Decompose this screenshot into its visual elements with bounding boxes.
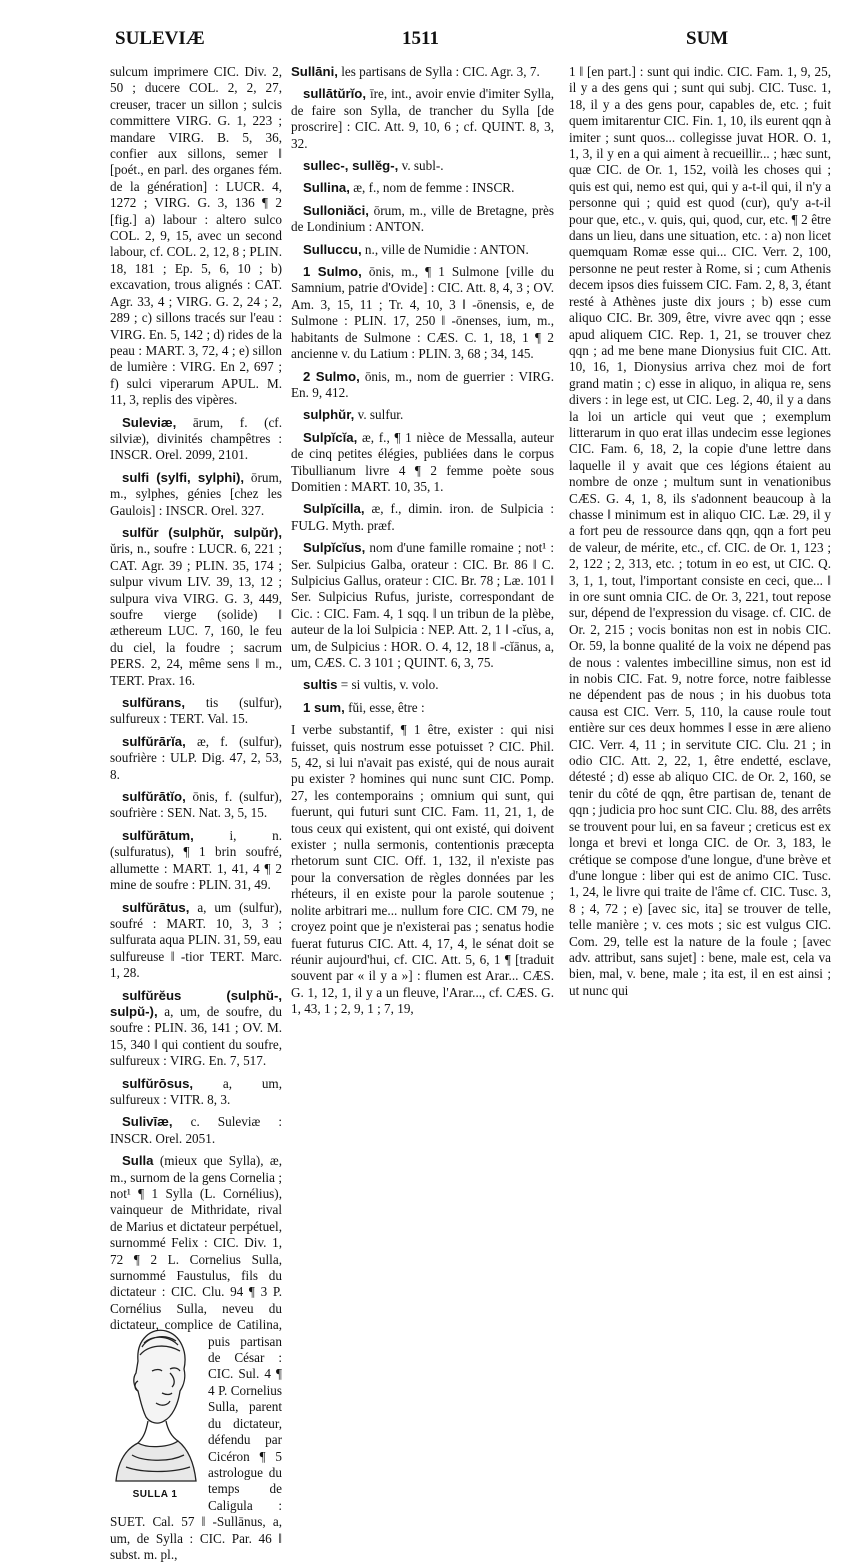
entry-text: a, um, de soufre, du soufre : PLIN. 36, 141 ; OV. M. 15, 340 ‖ qui contient du soufre, sulfureux : VIRG. En. 7, 517.: [110, 1003, 282, 1069]
dictionary-entry: [110, 695, 282, 728]
entry-lemma: Suleviæ,: [122, 414, 177, 430]
entry-lemma: sulfŭrātum,: [122, 827, 194, 843]
entry-text: ōnis, m., ¶ 1 Sulmone [ville du Samnium, patrie d'Ovide] : CIC. Att. 8, 4, 3 ; OV. Am. 3, 15, 11 ; Tr. 4, 10, 3 ‖ -ōnensis, e, de Sulmone : PLIN. 17, 250 ‖ -ōnenses, ium, m., habitants de Sulmone : CÆS. C. 1, 18, 1 ¶ 2 ancienne v. du Latium : PLIN. 3, 68 ; 34, 145.: [291, 264, 555, 362]
sulla-bust-icon: [108, 1321, 202, 1485]
entry-lemma: Sulluccu,: [303, 241, 362, 257]
header-left-keyword: SULEVIÆ: [115, 28, 205, 49]
entry-text-continued: complice de Catilina, puis partisan de César : CIC. Sul. 4 ¶ 4 P. Cornelius Sulla, parent du dictateur, défendu par Cicéron ¶ 5 astrologue du temps de Caligula : SUET. Cal. 57 ‖ -Sullānus, a, um, de Sylla : CIC. Par. 46 ‖ subst. m. pl.,: [110, 1317, 282, 1562]
page-number: 1511: [402, 28, 439, 49]
entry-lemma: sulfŭrĕus (sulphŭ-, sulpŭ-),: [110, 987, 282, 1019]
entry-text: fŭi, esse, être :: [344, 699, 425, 715]
dictionary-entry: [291, 540, 554, 671]
entry-text: ōrum, m., sylphes, génies [chez les Gaulois] : INSCR. Orel. 327.: [110, 469, 282, 518]
dictionary-entry: [110, 64, 282, 409]
entry-text: nom d'une famille romaine ; not¹ : Ser. Sulpicius Galba, orateur : CIC. Br. 86 ‖ C. Sulpicius Gallus, orateur : CIC. Br. 78 ; Læ. 101 ‖ Ser. Sulpicius Rufus, juriste, correspondant de Cic. : CIC. Fam. 4, 1 sqq. ‖ un tribun de la plèbe, auteur de la loi Sulpicia : NEP. Att. 2, 1 ‖ -cĭus, a, um, de Sulpicius : HOR. O. 4, 12, 18 ‖ -cĭānus, a, um, CÆS. C. 3 101 ; QUINT. 6, 3, 75.: [291, 540, 554, 670]
dictionary-entry: [291, 722, 554, 1017]
dictionary-entry: [110, 789, 282, 822]
entry-text: = si vultis, v. volo.: [337, 677, 439, 693]
sulla-bust-illustration: [108, 1321, 202, 1501]
dictionary-entry: [110, 470, 282, 519]
entry-text: tis (sulfur), sulfureux : TERT. Val. 15.: [110, 695, 282, 727]
dictionary-entry: [569, 64, 831, 999]
entry-text: 1 ‖ [en part.] : sunt qui indic. CIC. Fam. 1, 9, 25, il y a des gens qui ; sunt qui subj. CIC. Tusc. 1, 18, il y a des gens pour, capables de, etc. ; fuit quem imitarentur CIC. Fin. 1, 10, ils eurent qqn à imiter ; sunt quos... collegisse juvat HOR. O. 1, 1, 3, il y en a qui aiment à recueillir... ; hæc sunt, quæ CIC. de Or. 1, 152, voilà les choses qui ; quis est qui, nemo est qui, qui y a-t-il qui, il n'y a personne qui ; quid est quod (cur), qu'y a-t-il pour que, etc., v. quis, qui, quod, cur, etc. ¶ 2 être dans un lieu, dans une situation, etc. : a) non licet quemquam Romæ esse qui... CIC. Verr. 2, 100, personne ne peut rester à Rome, si ; cum Athenis decem ipsos dies fuissem CIC. Fam. 2, 8, 3, étant resté à Athènes juste dix jours ; b) esse cum aliquo CIC. Br. 309, être, vivre avec qqn ; esse apud aliquem CIC. Rep. 1, 21, se trouver chez qqn ; ad me bene mane Dionysius fuit CIC. Att. 10, 16, 1, Dionysius arriva chez moi de fort grand matin ; c) esse in aliquo, in aliqua re, sens divers : in lege est, ut CIC. Leg. 2, 40, il y a dans la loi un article qui veut que ; exemplum litterarum in quo erat illas undecim esse legiones CIC. Fam. 6, 18, 2, la copie d'une lettre dans laquelle il y avait que ces légions étaient au nombre de onze ; multum sunt in venationibus CÆS. G. 4, 1, 8, ils s'adonnent beaucoup à la chasse ‖ minimum est in aliquo CIC. Læ. 29, il y a fort peu de ressource dans qqn, qqn a fort peu de valeur, de mérite, etc., cf. CIC. de Or. 1, 123 ; 2, 122 ; 2, 313, etc. ; totum in eo est, ut CIC. Q. 3, 1, 1, tout, l'important consiste en ceci, que... ‖ in ore sunt omnia CIC. de Or. 3, 221, tout repose sur, dépend de l'expression du visage. cf. CIC. de Or. 2, 215 ; vocis bonitas non est in nobis CIC. Or. 59, la bonne qualité de la voix ne dépend pas de nous : valentes imbecilline simus, non est id in nobis CIC. Fat. 9, notre force, notre faiblesse ne dépendent pas de nous ; in his duobus tota causa est CIC. Verr. 5, 110, la cause roule tout entière sur ces deux hommes ‖ esse in ære alieno CIC. Verr. 4, 11 ; in servitute CIC. Clu. 21 ; in odio CIC. Att. 2, 22, 1, être endetté, esclave, détesté ; d) esse ab aliquo CIC. de Or. 2, 160, se tenir du côté de qqn, être partisan de, tenant de qqn ; judicia pro hoc sunt CIC. Clu. 88, des arrêts se trouvent pour lui, en sa faveur ; creticus est ex longa et brevi et longa CIC. de Or. 3, 183, le crétique se compose d'une longue, d'une brève et d'une longue : liber qui est de animo CIC. Tusc. 1, 24, le livre qui traite de l'âme cf. CIC. Tusc. 3, 8 ; 4, 72 ; e) [avec sic, ita] se trouver de telle, telle manière ; v. ces mots ; sic est vulgus CIC. Com. 29, telle est la nature de la foule ; [avec adv. attribut, sans sujet] : bene, male est, cela va bien, mal, v. bene, male ; ita est, il en est ainsi ; ut nunc qui: [569, 64, 831, 998]
entry-lemma: Sullina,: [303, 180, 350, 196]
column-3-entries: [569, 64, 831, 999]
entry-text: les partisans de Sylla : CIC. Agr. 3, 7.: [337, 64, 540, 79]
entry-text: n., ville de Numidie : ANTON.: [361, 241, 529, 257]
entry-text: ōnis, f. (sulfur), soufrière : SEN. Nat. 3, 5, 15.: [110, 789, 282, 821]
dictionary-entry: [110, 415, 282, 464]
dictionary-entry: [110, 734, 282, 783]
entry-text: a, um (sulfur), soufré : MART. 10, 3, 3 ; sulfurata aqua PLIN. 31, 59, eau sulfureuse ‖ -tior TERT. Marc. 1, 28.: [110, 899, 282, 981]
entry-text: æ, f., nom de femme : INSCR.: [349, 180, 515, 196]
entry-text: ōrum, m., ville de Bretagne, près de Londinium : ANTON.: [291, 202, 554, 235]
entry-lemma: sulfŭrans,: [122, 695, 186, 711]
entry-text: v. sulfur.: [354, 407, 404, 423]
dictionary-entry: [291, 264, 554, 362]
dictionary-entry: [110, 1114, 282, 1147]
entry-lemma: sulfŭrōsus,: [122, 1075, 194, 1091]
entry-text: sulcum imprimere CIC. Div. 2, 50 ; ducere COL. 2, 2, 27, creuser, tracer un sillon ; sulcis committere VIRG. G. 1, 223 ; mandare VIRG. B. 5, 36, confier aux sillons, semer ‖ [poét., en parl. des organes fém. de la génération] : LUCR. 4, 1272 ; VIRG. G. 3, 136 ¶ 2 [fig.] a) labour : altero sulco COL. 2, 9, 15, avec un second labour, cf. COL. 2, 12, 8 ; PLIN. 18, 181 ; Ep. 5, 6, 10 ; b) excavation, trous alignés : CAT. Agr. 33, 4 ; VIRG. G. 2, 24 ; 2, 289 ; c) sillons tracés sur l'eau : VIRG. En. 5, 142 ; d) rides de la peau : MART. 3, 72, 4 ; e) sillon de lumière : VIRG. En 2, 697 ; f) sulci viperarum APUL. M. 11, 3, replis des vipères.: [110, 64, 282, 408]
dictionary-entry: [110, 828, 282, 894]
header-right-keyword: SUM: [686, 28, 729, 49]
dictionary-entry: [291, 501, 554, 534]
entry-lemma: Sulivīæ,: [122, 1114, 173, 1130]
entry-lemma: sulphŭr,: [303, 407, 355, 423]
entry-text: a, um, sulfureux : VITR. 8, 3.: [110, 1075, 282, 1107]
entry-text: īre, int., avoir envie d'imiter Sylla, de faire son Sylla, de trancher du Sylla [de proscrire] : CIC. Att. 9, 10, 6 ; cf. QUINT. 8, 3, 32.: [291, 86, 554, 151]
column-2-entries: [291, 64, 554, 1018]
entry-lemma: sulfi (sylfi, sylphi),: [122, 469, 245, 485]
dictionary-entry: [291, 64, 554, 80]
dictionary-entry: [291, 407, 554, 423]
entry-text: ārum, f. (cf. silviæ), divinités champêtres : INSCR. Orel. 2099, 2101.: [110, 414, 282, 463]
entry-lemma: sulfŭrārĭa,: [122, 733, 186, 749]
entry-text: (mieux que Sylla), æ, m., surnom de la gens Cornelia ; not¹ ¶ 1 Sylla (L. Cornélius), vainqueur de Mithridate, rival de Marius et dictateur perpétuel, surnommé Felix : CIC. Div. 1, 72 ¶ 2 L. Cornelius Sulla, surnommé Faustulus, fils du dictateur : CIC. Clu. 94 ¶ 3 P. Cornélius Sulla, neveu du dictateur,: [110, 1153, 282, 1333]
entry-lemma: sultis: [303, 677, 338, 693]
dictionary-entry: [291, 86, 554, 152]
dictionary-entry: [291, 700, 554, 716]
entry-lemma: Sulla: [122, 1153, 154, 1169]
dictionary-entry-sulla: [110, 1153, 282, 1563]
entry-text: æ, f. (sulfur), soufrière : ULP. Dig. 47, 2, 53, 8.: [110, 733, 282, 782]
entry-lemma: 1 Sulmo,: [303, 264, 362, 280]
entry-text: ŭris, n., soufre : LUCR. 6, 221 ; CAT. Agr. 39 ; PLIN. 35, 174 ; sulpur vivum LIV. 39, 13, 12 ; sulpura viva VIRG. G. 3, 449, soufre vierge (solide) ‖ æthereum LUC. 7, 160, le feu du ciel, la foudre ; sacrum PERS. 2, 24, même sens ‖ m., TERT. Prax. 16.: [110, 541, 282, 688]
dictionary-entry: [291, 158, 554, 174]
entry-lemma: Sulloniăci,: [303, 202, 369, 218]
entry-lemma: 2 Sulmo,: [303, 368, 360, 384]
entry-lemma: Sulpĭcilla,: [303, 501, 365, 517]
dictionary-entry: [291, 180, 554, 196]
entry-lemma: 1 sum,: [303, 699, 345, 715]
entry-text: æ, f., ¶ 1 nièce de Messalla, auteur de cinq petites élégies, publiées dans le corpus Tibullianum livre 4 ¶ 2 femme poète sous Domitien : MART. 10, 35, 1.: [291, 429, 554, 494]
dictionary-entry: [110, 988, 282, 1070]
entry-lemma: sullec-, sullĕg-,: [303, 158, 399, 174]
dictionary-entry: [110, 900, 282, 982]
dictionary-entry: [291, 677, 554, 693]
dictionary-entry: [291, 369, 554, 402]
column-2: [291, 64, 554, 1364]
entry-text: æ, f., dimin. iron. de Sulpicia : FULG. Myth. præf.: [291, 501, 554, 533]
entry-lemma: Sulpĭcĭa,: [303, 429, 358, 445]
entry-text: i, n. (sulfuratus), ¶ 1 brin soufré, allumette : MART. 1, 41, 4 ¶ 2 mine de soufre : PLIN. 31, 49.: [110, 827, 282, 893]
column-1-entries: [110, 64, 282, 1147]
entry-text: v. subl-.: [398, 158, 444, 174]
column-1: [110, 64, 282, 1562]
dictionary-entry: [291, 242, 554, 258]
dictionary-entry: [110, 525, 282, 689]
entry-lemma: Sullāni,: [291, 64, 338, 79]
dictionary-entry: [291, 430, 554, 496]
bust-caption: SULLA 1: [132, 1489, 178, 1501]
entry-text: c. Suleviæ : INSCR. Orel. 2051.: [110, 1114, 282, 1146]
entry-lemma: sulfŭrātĭo,: [122, 789, 186, 805]
page-header: [0, 28, 850, 54]
dictionary-entry: [110, 1076, 282, 1109]
entry-lemma: sullātŭrĭo,: [303, 86, 367, 102]
entry-lemma: sulfŭr (sulphŭr, sulpŭr),: [122, 524, 282, 540]
entry-lemma: sulfŭrātus,: [122, 899, 190, 915]
column-3: [569, 64, 831, 1364]
dictionary-entry: [291, 203, 554, 236]
entry-text: ōnis, m., nom de guerrier : VIRG. En. 9, 412.: [291, 368, 554, 400]
entry-lemma: Sulpĭcĭus,: [303, 540, 366, 556]
entry-text: I verbe substantif, ¶ 1 être, exister : qui nisi fuisset, quis nostrum esse potuisset ? CIC. Phil. 5, 42, si lui n'avait pas existé, qui de nous aurait pu exister ? homines qui nunc sunt CIC. Pomp. 27, les contemporains ; omnium qui sunt, qui fuerunt, qui futuri sunt CIC. Fam. 11, 21, 1, de tous ceux qui existent, qui ont existé, qui doivent exister ; nulla sermonis, contentionis præcepta rhetorum sunt CIC. Off. 1, 132, il n'existe pas pour la conversation de règles données par les rhéteurs, il en existe pour la parole soutenue ; nolite arbitrari me... nullum fore CIC. CM 79, ne croyez point que je n'existerai pas ; senatus hodie fuerat futurus CIC. Att. 4, 17, 4, le sénat doit se réunir aujourd'hui, cf. CIC. Att. 5, 6, 1 ¶ [traduit souvent par « il y a »] : flumen est Arar... CÆS. G. 1, 12, 1, il y a un fleuve, l'Arar..., cf. CÆS. G. 1, 43, 1 ; 2, 9, 1 ; 7, 19,: [291, 722, 554, 1017]
